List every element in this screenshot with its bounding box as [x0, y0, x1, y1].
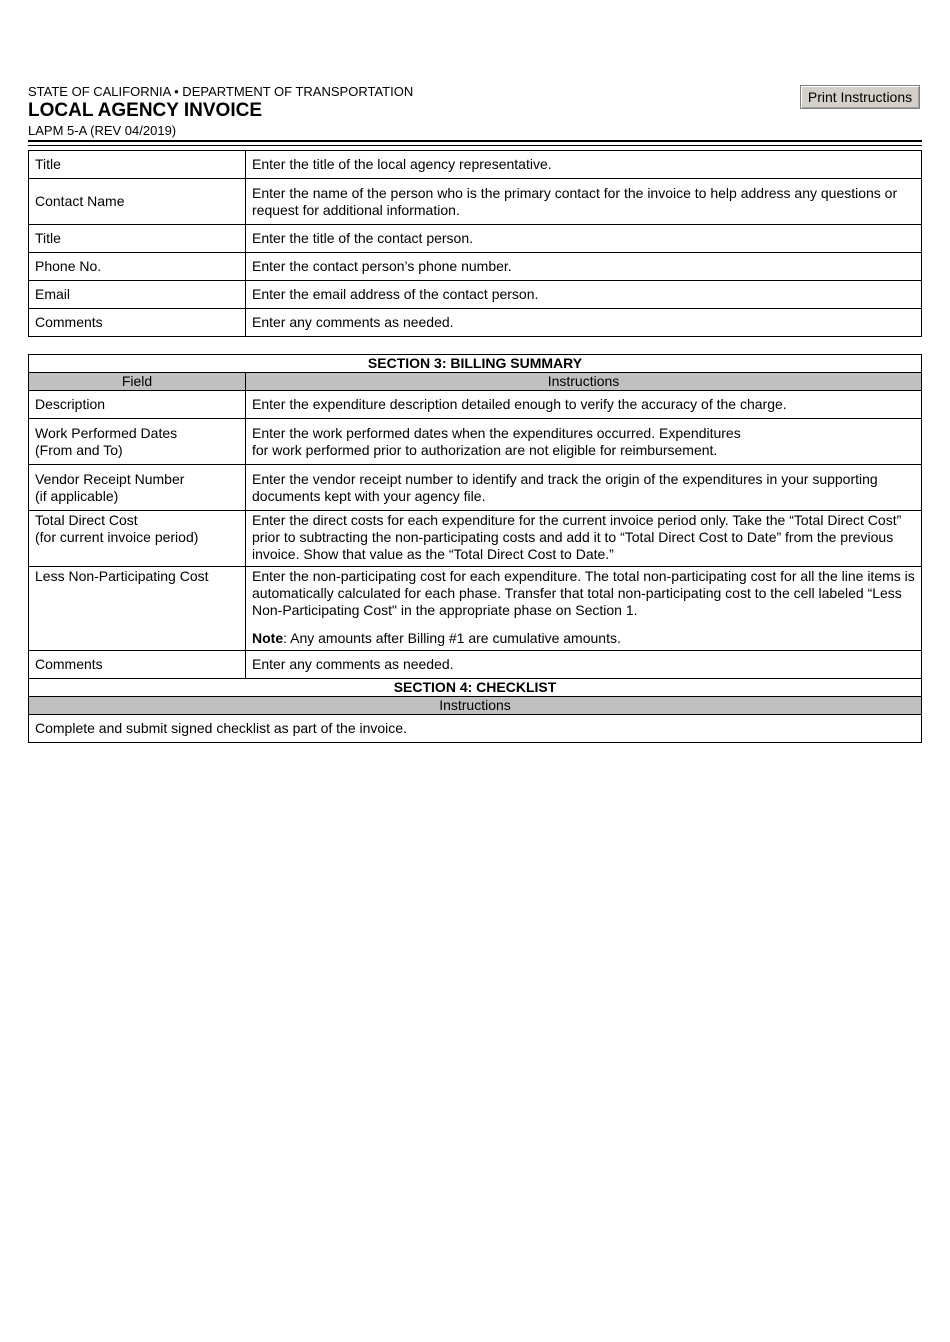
header-rule: [28, 140, 922, 142]
field-cell: Phone No.: [29, 253, 246, 281]
table-row: [29, 511, 922, 567]
field-cell: [29, 465, 246, 511]
column-header-row: [29, 697, 922, 715]
section-header-row: [29, 679, 922, 697]
instruction-cell: Enter the email address of the contact person.: [246, 281, 922, 309]
instruction-cell: Enter the expenditure description detailed enough to verify the accuracy of the charge.: [246, 391, 922, 419]
table-row: [29, 567, 922, 651]
field-cell: Email: [29, 281, 246, 309]
instruction-cell: Enter the contact person’s phone number.: [246, 253, 922, 281]
table-row: [29, 309, 922, 337]
print-instructions-button[interactable]: Print Instructions: [800, 85, 920, 109]
instruction-line: Enter the work performed dates when the expenditures occurred. Expenditures: [252, 424, 741, 441]
instruction-cell: Enter any comments as needed.: [246, 651, 922, 679]
instruction-line: for work performed prior to authorization are not eligible for reimbursement.: [252, 441, 718, 458]
field-cell: Title: [29, 225, 246, 253]
instruction-paragraph: Enter the non-participating cost for each expenditure. The total non-participating cost for all the line items is automatically calculated for each phase. Transfer that total non-participating cost to the cell labeled “Less Non-Participating Cost" in the appropriate phase on Section 1.: [252, 568, 915, 618]
column-header-instructions: Instructions: [246, 373, 922, 391]
checklist-instruction: Complete and submit signed checklist as part of the invoice.: [29, 715, 922, 743]
field-cell: Contact Name: [29, 179, 246, 225]
field-line: Total Direct Cost: [35, 512, 138, 528]
table-row: [29, 715, 922, 743]
table-row: [29, 253, 922, 281]
instruction-cell: Enter the title of the local agency representative.: [246, 151, 922, 179]
table-row: [29, 651, 922, 679]
instruction-cell: [246, 567, 922, 651]
instruction-cell: [246, 419, 922, 465]
field-subline: (From and To): [35, 441, 123, 458]
section-3-title: SECTION 3: BILLING SUMMARY: [29, 355, 922, 373]
field-line: Vendor Receipt Number: [35, 470, 185, 487]
table-row: [29, 391, 922, 419]
form-title: LOCAL AGENCY INVOICE: [28, 100, 263, 121]
contact-table: [28, 150, 922, 337]
note-text: : Any amounts after Billing #1 are cumulative amounts.: [283, 630, 621, 646]
field-cell: Comments: [29, 651, 246, 679]
field-cell: Description: [29, 391, 246, 419]
form-header: [28, 84, 922, 138]
instruction-cell: Enter the vendor receipt number to identify and track the origin of the expenditures in your supporting documents kept with your agency file.: [246, 465, 922, 511]
field-cell: [29, 419, 246, 465]
header-rule-thin: [28, 145, 922, 146]
field-cell: Comments: [29, 309, 246, 337]
table-row: [29, 225, 922, 253]
form-number: LAPM 5-A (REV 04/2019): [28, 123, 177, 138]
table-row: [29, 151, 922, 179]
field-cell: Less Non-Participating Cost: [29, 567, 246, 651]
instruction-cell: Enter the direct costs for each expenditure for the current invoice period only. Take the “Total Direct Cost” prior to subtracting the non-participating costs and add it to “Total Direct Cost to Date” from the previous invoice. Show that value as the “Total Direct Cost to Date.”: [246, 511, 922, 567]
field-cell: Title: [29, 151, 246, 179]
field-cell: [29, 511, 246, 567]
column-header-field: Field: [29, 373, 246, 391]
agency-line: STATE OF CALIFORNIA • DEPARTMENT OF TRANSPORTATION: [28, 84, 414, 99]
instruction-cell: Enter the title of the contact person.: [246, 225, 922, 253]
note-paragraph: [252, 630, 915, 647]
field-line: Work Performed Dates: [35, 424, 178, 441]
section-4-title: SECTION 4: CHECKLIST: [29, 679, 922, 697]
note-label: Note: [252, 630, 284, 646]
billing-summary-table: [28, 354, 922, 743]
table-row: [29, 465, 922, 511]
table-row: [29, 281, 922, 309]
instruction-cell: Enter the name of the person who is the primary contact for the invoice to help address any questions or request for additional information.: [246, 179, 922, 225]
field-subline: (for current invoice period): [35, 529, 199, 545]
column-header-instructions: Instructions: [29, 697, 922, 715]
section-header-row: [29, 355, 922, 373]
instruction-cell: Enter any comments as needed.: [246, 309, 922, 337]
table-row: [29, 179, 922, 225]
field-subline: (if applicable): [35, 487, 119, 504]
column-header-row: [29, 373, 922, 391]
table-row: [29, 419, 922, 465]
